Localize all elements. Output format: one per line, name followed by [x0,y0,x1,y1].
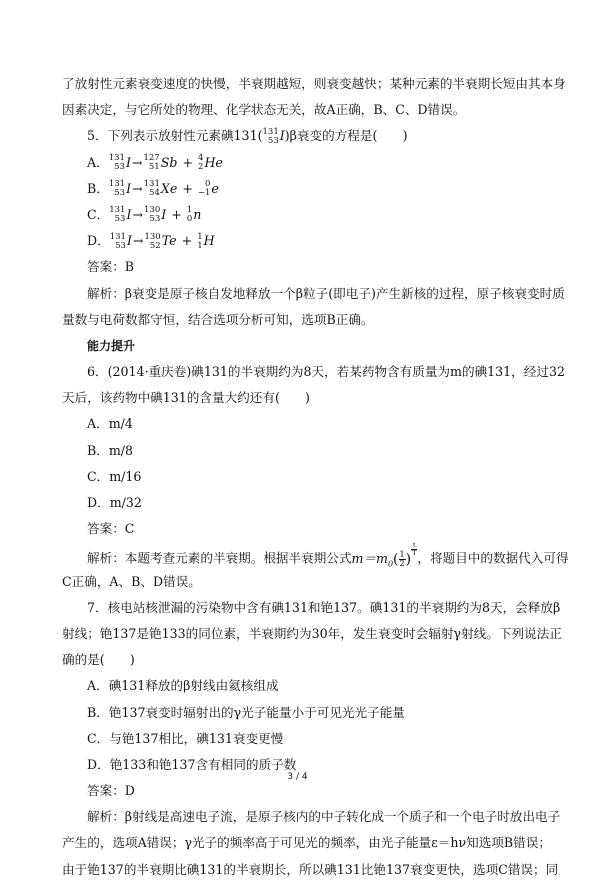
option-5c: C． 131 53 I→ 130 53 I + 1 0 n [87,205,202,225]
question-6: 6．(2014·重庆卷)碘131的半衰期约为8天，若某药物含有质量为m的碘131，经过32 [87,364,565,380]
explanation-5: 解析：β衰变是原子核自发地释放一个β粒子(即电子)产生新核的过程，原子核衰变时质 [87,285,565,301]
section-heading: 能力提升 [87,338,136,353]
iodine-nuclide: 131 53 I [262,126,285,146]
answer-5: 答案：B [87,259,135,275]
half-life-formula: $m=m_0$( $\frac{1}{2}$ ) $\frac{t}{T}$ [351,541,417,569]
option-7a: A．碘131释放的β射线由氦核组成 [87,678,279,694]
question-7: 7．核电站核泄漏的污染物中含有碘131和铯137。碘131的半衰期约为8天，会释放β [87,599,561,615]
question-7-cont: 射线；铯137是铯133的同位素，半衰期约为30年，发生衰变时会辐射γ射线。下列说法正 [62,625,562,641]
question-7-cont: 确的是( ) [62,652,135,668]
explanation-6-cont: C正确，A、B、D错误。 [62,573,201,589]
answer-6: 答案：C [87,521,135,537]
explanation-7: 解析：β射线是高速电子流，是原子核内的中子转化成一个质子和一个电子时放出电子 [87,809,561,825]
option-7c: C．与铯137相比，碘131衰变更慢 [87,730,284,746]
explanation-7-cont: 产生的，选项A错误；γ光子的频率高于可见光的频率，由光子能量ε＝hν知选项B错误； [62,835,551,851]
option-7b: B．铯137衰变时辐射出的γ光子能量小于可见光光子能量 [87,704,405,720]
option-7d: D．铯133和铯137含有相同的质子数 [87,756,297,772]
option-6a: A．m/4 [87,416,133,432]
page-content [62,71,569,883]
explanation-7-cont: 由于铯137的半衰期比碘131的半衰期长，所以碘131比铯137衰变更快，选项C错误；同 [62,861,559,877]
option-6b: B．m/8 [87,442,134,458]
explanation-6: 解析：本题考查元素的半衰期。根据半衰期公式$m=m_0$( $\frac{1}{2}$ ) $\frac{t}{T}$ ，将题目中的数据代入可得 [87,541,569,569]
page-number: 3 / 4 [287,772,308,782]
question-6-cont: 天后，该药物中碘131的含量大约还有( ) [62,390,310,406]
option-6d: D．m/32 [87,495,142,510]
text-line: 了放射性元素衰变速度的快慢，半衰期越短，则衰变越快；某种元素的半衰期长短由其本身 [62,76,566,91]
text-line: 因素决定，与它所处的物理、化学状态无关，故A正确，B、C、D错误。 [62,102,466,118]
answer-7: 答案：D [87,783,135,799]
explanation-5-cont: 量数与电荷数都守恒，结合选项分析可知，选项B正确。 [62,311,374,327]
option-6c: C．m/16 [87,468,142,484]
question-5: 5．下列表示放射性元素碘131( 131 53 I)β衰变的方程是( ) [87,126,408,146]
option-5d: D． 131 53 I→ 130 52 Te + 1 1 H [87,231,215,251]
option-5a: A． 131 53 I→ 127 51 Sb + 4 2 He [87,153,223,173]
option-5b: B． 131 53 I→ 131 54 Xe + 0 −1 e [87,179,219,199]
